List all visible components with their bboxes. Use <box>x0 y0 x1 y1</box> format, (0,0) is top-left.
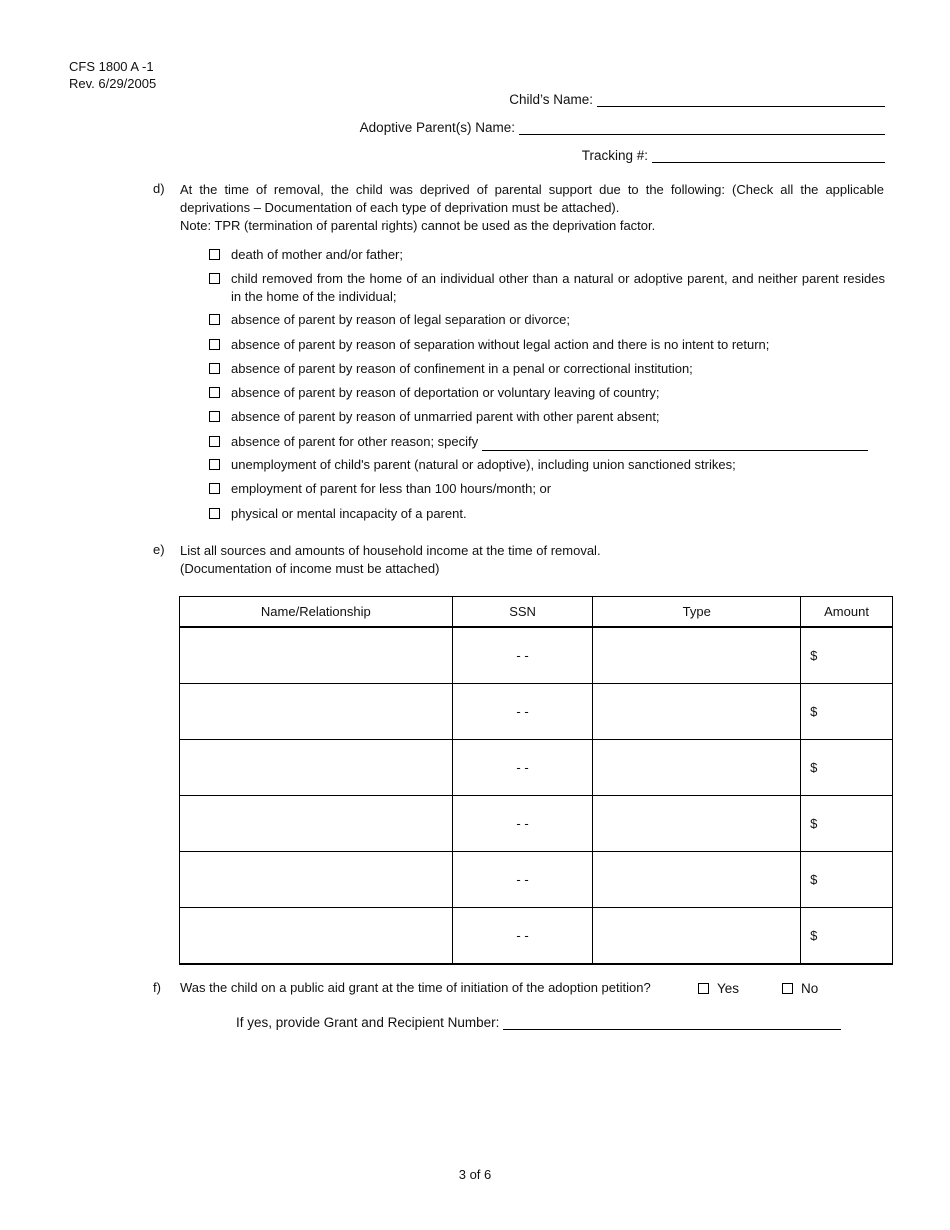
name-relationship-cell[interactable] <box>180 627 453 684</box>
amount-cell[interactable]: $ <box>801 852 893 908</box>
form-number: CFS 1800 A -1 <box>69 59 154 74</box>
deprivation-option-label: absence of parent by reason of unmarried parent with other parent absent; <box>231 409 660 424</box>
table-row <box>180 852 893 908</box>
ssn-cell[interactable]: - - <box>452 740 593 796</box>
header-name-relationship: Name/Relationship <box>180 597 453 628</box>
deprivation-option-label: employment of parent for less than 100 hours/month; or <box>231 481 552 496</box>
deprivation-option <box>209 433 885 451</box>
deprivation-option-label: absence of parent by reason of deportation or voluntary leaving of country; <box>231 385 660 400</box>
child-name-row <box>509 91 885 107</box>
deprivation-option <box>209 311 885 329</box>
deprivation-option-label: absence of parent by reason of confinement in a penal or correctional institution; <box>231 361 693 376</box>
deprivation-checkbox[interactable] <box>209 459 220 470</box>
amount-cell[interactable]: $ <box>801 627 893 684</box>
amount-cell[interactable]: $ <box>801 908 893 965</box>
no-option <box>782 981 818 996</box>
deprivation-option <box>209 384 885 402</box>
page-number: 3 of 6 <box>458 1167 492 1182</box>
table-row <box>180 684 893 740</box>
section-d-note: Note: TPR (termination of parental rights) cannot be used as the deprivation factor. <box>180 218 656 233</box>
table-row <box>180 627 893 684</box>
deprivation-option <box>209 360 885 378</box>
grant-number-field[interactable] <box>503 1014 841 1030</box>
type-cell[interactable] <box>593 908 801 965</box>
deprivation-option <box>209 480 885 498</box>
section-d-letter: d) <box>153 181 165 196</box>
ssn-cell[interactable]: - - <box>452 684 593 740</box>
table-row <box>180 908 893 965</box>
type-cell[interactable] <box>593 796 801 852</box>
child-name-label: Child’s Name: <box>509 92 593 107</box>
amount-cell[interactable]: $ <box>801 796 893 852</box>
grant-row <box>236 1014 841 1030</box>
type-cell[interactable] <box>593 740 801 796</box>
deprivation-checkbox[interactable] <box>209 363 220 374</box>
deprivation-checkbox[interactable] <box>209 387 220 398</box>
deprivation-option <box>209 336 885 354</box>
section-f-question: Was the child on a public aid grant at the time of initiation of the adoption petition? <box>180 980 651 995</box>
table-row <box>180 796 893 852</box>
child-name-field[interactable] <box>597 91 885 107</box>
type-cell[interactable] <box>593 684 801 740</box>
amount-cell[interactable]: $ <box>801 684 893 740</box>
ssn-cell[interactable]: - - <box>452 627 593 684</box>
specify-field[interactable] <box>482 437 868 451</box>
deprivation-checkbox[interactable] <box>209 273 220 284</box>
no-checkbox[interactable] <box>782 983 793 994</box>
deprivation-option-label: absence of parent by reason of legal separation or divorce; <box>231 312 570 327</box>
yes-option <box>698 981 739 996</box>
name-relationship-cell[interactable] <box>180 740 453 796</box>
deprivation-option <box>209 270 885 306</box>
deprivation-option-label: absence of parent by reason of separation without legal action and there is no intent to return; <box>231 337 770 352</box>
type-cell[interactable] <box>593 627 801 684</box>
section-d-intro-text: At the time of removal, the child was deprived of parental support due to the following: (Check all the applicable deprivations – Documentation of each type of deprivation must be attached). <box>180 182 884 215</box>
deprivation-checkbox[interactable] <box>209 508 220 519</box>
section-f-letter: f) <box>153 980 161 995</box>
amount-cell[interactable]: $ <box>801 740 893 796</box>
adoptive-parents-row <box>360 119 885 135</box>
grant-label: If yes, provide Grant and Recipient Number: <box>236 1015 500 1030</box>
form-header <box>69 58 156 92</box>
income-table <box>179 596 893 965</box>
no-label: No <box>801 981 819 996</box>
form-revision: Rev. 6/29/2005 <box>69 76 157 91</box>
deprivation-option-label: unemployment of child's parent (natural or adoptive), including union sanctioned strikes; <box>231 457 736 472</box>
yes-checkbox[interactable] <box>698 983 709 994</box>
name-relationship-cell[interactable] <box>180 908 453 965</box>
adoptive-parents-label: Adoptive Parent(s) Name: <box>359 120 515 135</box>
deprivation-checkbox[interactable] <box>209 249 220 260</box>
ssn-cell[interactable]: - - <box>452 908 593 965</box>
section-e-line2: (Documentation of income must be attached) <box>180 561 440 576</box>
deprivation-option-label: physical or mental incapacity of a parent. <box>231 506 467 521</box>
yes-label: Yes <box>717 981 740 996</box>
income-table-header <box>180 597 893 628</box>
header-type: Type <box>593 597 801 628</box>
deprivation-checkbox[interactable] <box>209 314 220 325</box>
deprivation-option <box>209 456 885 474</box>
tracking-field[interactable] <box>652 147 885 163</box>
section-d-intro <box>180 181 884 235</box>
deprivation-checkbox[interactable] <box>209 483 220 494</box>
name-relationship-cell[interactable] <box>180 852 453 908</box>
deprivation-option-label: child removed from the home of an individual other than a natural or adoptive parent, and neither parent resides in the home of the individual; <box>231 271 885 304</box>
deprivation-checkbox[interactable] <box>209 436 220 447</box>
ssn-cell[interactable]: - - <box>452 852 593 908</box>
section-e-intro <box>180 542 884 578</box>
header-ssn: SSN <box>452 597 593 628</box>
deprivation-option <box>209 246 885 264</box>
name-relationship-cell[interactable] <box>180 796 453 852</box>
section-e-line1: List all sources and amounts of household income at the time of removal. <box>180 543 601 558</box>
deprivation-checkbox[interactable] <box>209 339 220 350</box>
section-e-letter: e) <box>153 542 165 557</box>
deprivation-checkbox[interactable] <box>209 411 220 422</box>
ssn-cell[interactable]: - - <box>452 796 593 852</box>
table-row <box>180 740 893 796</box>
name-relationship-cell[interactable] <box>180 684 453 740</box>
deprivation-option-label: absence of parent for other reason; specify <box>231 434 479 449</box>
header-amount: Amount <box>801 597 893 628</box>
deprivation-option-label: death of mother and/or father; <box>231 247 403 262</box>
tracking-row <box>582 147 885 163</box>
adoptive-parents-field[interactable] <box>519 119 885 135</box>
deprivation-option <box>209 505 885 523</box>
tracking-label: Tracking #: <box>581 148 648 163</box>
deprivation-option <box>209 408 885 426</box>
type-cell[interactable] <box>593 852 801 908</box>
